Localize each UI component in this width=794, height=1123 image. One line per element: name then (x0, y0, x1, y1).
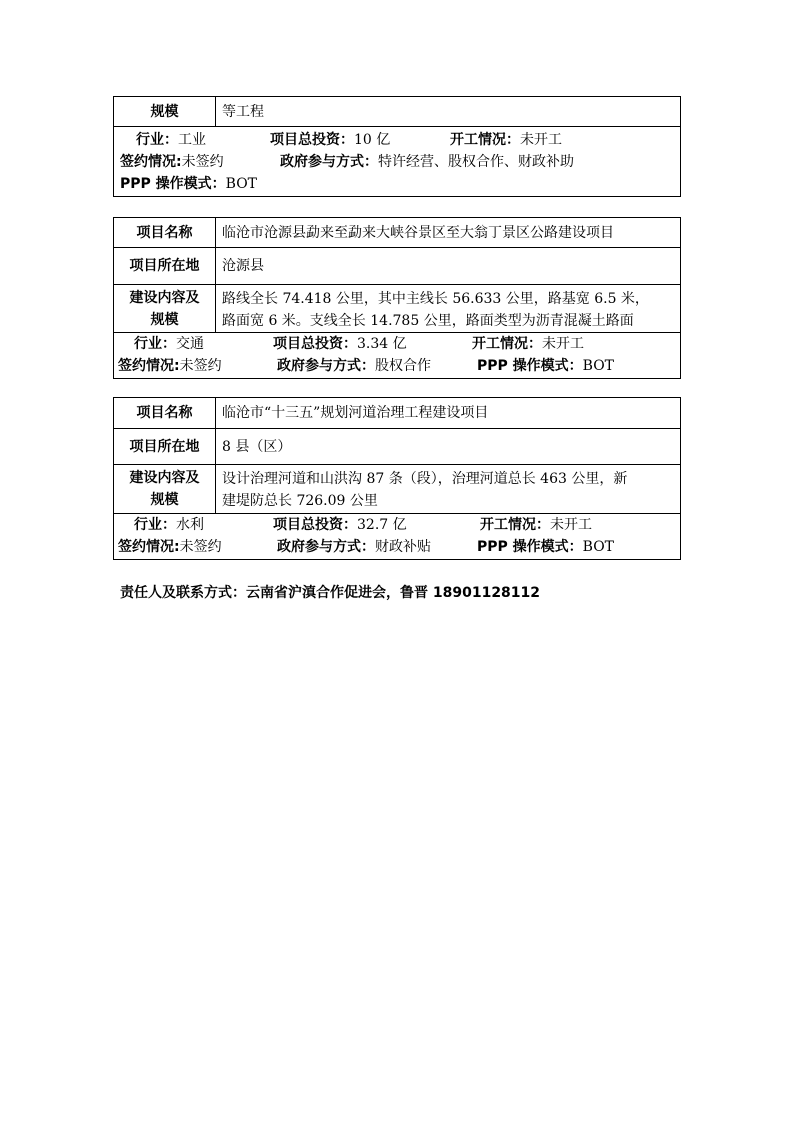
industry-label: 行业： (136, 132, 178, 148)
industry-label: 行业： (134, 336, 176, 352)
contact-info: 责任人及联系方式：云南省沪滇合作促进会，鲁晋 18901128112 (120, 585, 541, 601)
scale-value: 等工程 (222, 103, 264, 120)
content-label-line-2: 规模 (150, 311, 179, 328)
investment-value: 10 亿 (354, 132, 391, 148)
industry-label: 行业： (134, 517, 176, 533)
project-meta (114, 514, 680, 559)
project-name-row (114, 218, 680, 248)
project-table-2 (113, 217, 681, 379)
investment-value: 32.7 亿 (357, 517, 407, 533)
project-name-value: 临沧市“十三五”规划河道治理工程建设项目 (222, 405, 489, 421)
sign-status-value: 未签约 (181, 154, 224, 170)
content-row (114, 285, 680, 333)
start-status-value: 未开工 (550, 517, 592, 533)
sign-status-value: 未签约 (179, 539, 222, 555)
project-name-label: 项目名称 (114, 398, 216, 428)
start-status-label: 开工情况： (472, 336, 542, 352)
ppp-mode-label: PPP 操作模式： (120, 176, 226, 192)
gov-participation-label: 政府参与方式： (280, 154, 378, 170)
content-label-line-1: 建设内容及 (129, 289, 200, 306)
content-label (114, 465, 216, 513)
content-line-2: 建堤防总长 726.09 公里 (222, 493, 378, 509)
start-status-label: 开工情况： (480, 517, 550, 533)
investment-label: 项目总投资： (273, 517, 357, 533)
investment-label: 项目总投资： (273, 336, 357, 352)
gov-participation-value: 股权合作 (375, 358, 431, 374)
start-status-value: 未开工 (542, 336, 584, 352)
project-meta (114, 127, 680, 196)
location-label: 项目所在地 (114, 429, 216, 464)
scale-label: 规模 (114, 97, 216, 126)
industry-value: 交通 (176, 336, 204, 352)
location-value: 8 县（区） (222, 438, 292, 455)
ppp-mode-label: PPP 操作模式： (477, 539, 583, 555)
ppp-mode-value: BOT (225, 176, 258, 192)
investment-label: 项目总投资： (270, 132, 354, 148)
location-row (114, 429, 680, 465)
project-name-label: 项目名称 (114, 218, 216, 247)
ppp-mode-label: PPP 操作模式： (477, 358, 583, 374)
content-value (216, 285, 680, 332)
scale-row (114, 97, 680, 127)
project-name-row (114, 398, 680, 429)
industry-value: 水利 (176, 517, 204, 533)
sign-status-label: 签约情况: (120, 154, 182, 170)
gov-participation-label: 政府参与方式： (277, 358, 375, 374)
content-line-1: 设计治理河道和山洪沟 87 条（段），治理河道总长 463 公里，新 (222, 471, 628, 487)
content-line-1: 路线全长 74.418 公里，其中主线长 56.633 公里，路基宽 6.5 米， (222, 291, 649, 307)
project-table-3 (113, 397, 681, 560)
project-meta (114, 333, 680, 378)
content-label-line-1: 建设内容及 (129, 470, 200, 486)
ppp-mode-value: BOT (582, 539, 615, 555)
project-name-value: 临沧市沧源县勐来至勐来大峡谷景区至大翁丁景区公路建设项目 (222, 224, 614, 241)
investment-value: 3.34 亿 (357, 336, 407, 352)
ppp-mode-value: BOT (582, 358, 615, 374)
content-label (114, 285, 216, 332)
start-status-label: 开工情况： (450, 132, 520, 148)
start-status-value: 未开工 (520, 132, 562, 148)
content-value (216, 465, 680, 513)
location-value: 沧源县 (222, 258, 264, 274)
location-row (114, 248, 680, 285)
sign-status-label: 签约情况: (118, 539, 180, 555)
sign-status-value: 未签约 (179, 358, 222, 374)
gov-participation-value: 特许经营、股权合作、财政补助 (378, 154, 574, 170)
gov-participation-value: 财政补贴 (375, 539, 431, 555)
content-line-2: 路面宽 6 米。支线全长 14.785 公里，路面类型为沥青混凝土路面 (222, 313, 634, 329)
sign-status-label: 签约情况: (118, 358, 180, 374)
content-label-line-2: 规模 (150, 492, 179, 508)
location-label: 项目所在地 (114, 248, 216, 284)
content-row (114, 465, 680, 514)
project-table-1 (113, 96, 681, 197)
gov-participation-label: 政府参与方式： (277, 539, 375, 555)
industry-value: 工业 (178, 132, 206, 148)
